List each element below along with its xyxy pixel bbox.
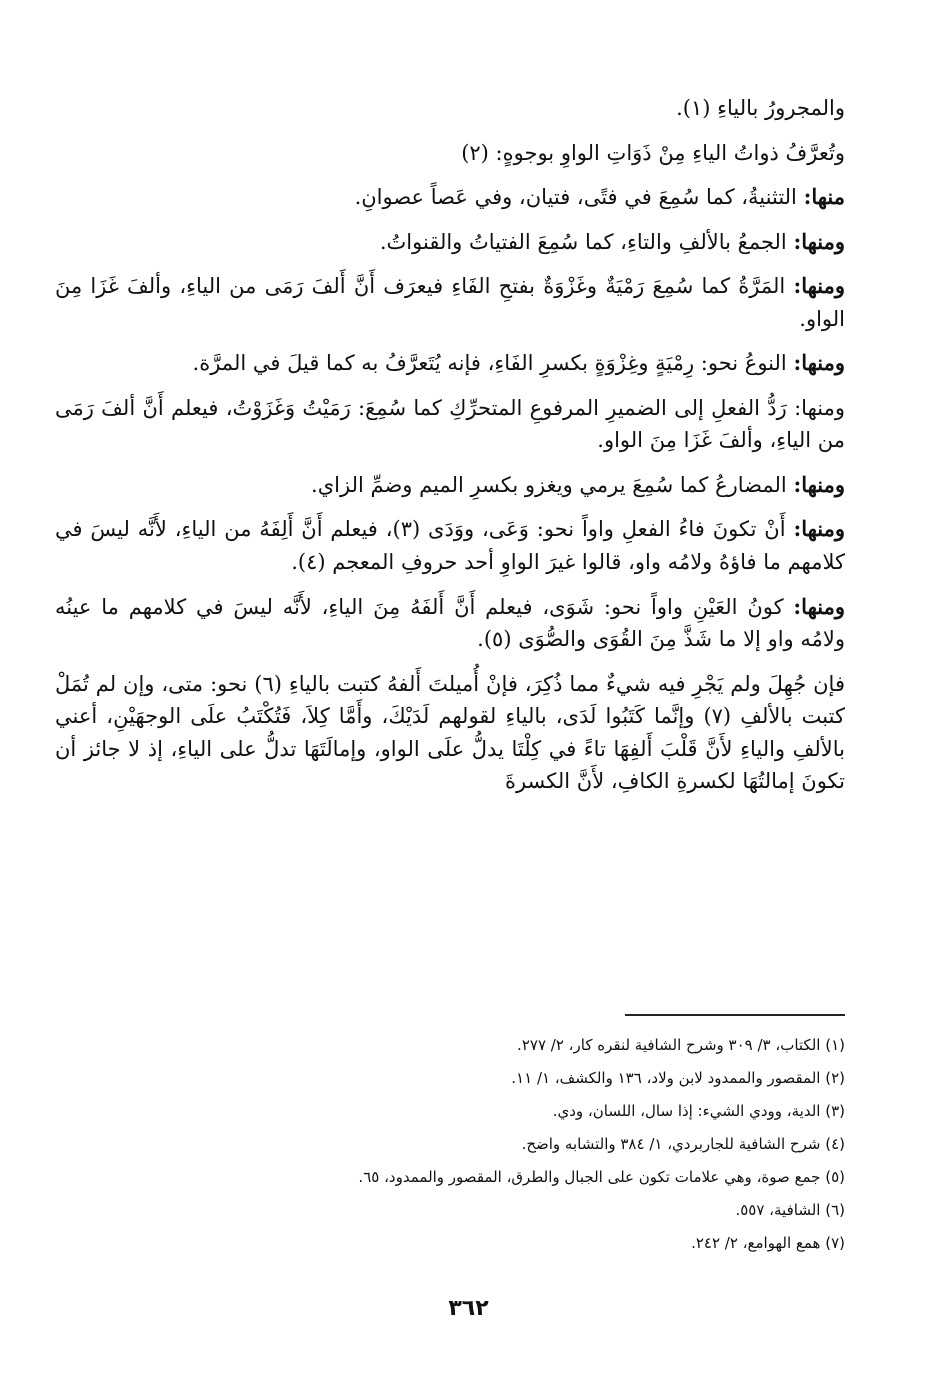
paragraph-6-label: ومنها: <box>793 350 845 376</box>
paragraph-1: والمجرورُ بالياءِ (١). <box>676 96 845 120</box>
paragraph-4 <box>55 226 845 259</box>
paragraph-10 <box>55 591 845 656</box>
paragraph-10-text: كونُ العَيْنِ واواً نحو: شَوَى، فيعلم أَنَّ أَلفَهُ مِنَ الياءِ، لأَنَّه ليسَ في كلامهم ما عينُه ولامُه واو إلا ما شَذَّ مِنَ القُوَى والصُّوَى (٥). <box>55 594 845 652</box>
paragraph-9 <box>55 513 845 578</box>
paragraph-8-label: ومنها: <box>793 471 845 497</box>
paragraph-6-text: النوعُ نحو: رِمْيَةٍ وغِزْوَةٍ بكسرِ الفَاءِ، فإنه يُتَعرَّفُ به كما قيلَ في المرَّة. <box>192 351 787 376</box>
paragraph-3-label: منها: <box>803 184 845 210</box>
footnote-3: (٣) الدية، وودي الشيء: إذا سال، اللسان، ودي. <box>552 1102 845 1120</box>
paragraph-7 <box>55 392 845 457</box>
footnote-divider <box>625 1014 845 1016</box>
paragraph-8 <box>55 469 845 502</box>
paragraph-9-label: ومنها: <box>793 516 845 542</box>
footnote-5: (٥) جمع صوة، وهي علامات تكون على الجبال والطرق، المقصور والممدود، ٦٥. <box>358 1168 845 1186</box>
paragraph-10-label: ومنها: <box>793 593 845 619</box>
footnotes <box>95 1032 845 1263</box>
paragraph-11: فإن جُهِلَ ولم يَجْرِ فيه شيءٌ مما ذُكِرَ، فإنْ أُميلتَ أَلفهُ كتبت بالياءِ (٦) نحو: متى، وإن لم تُمَلْ كتبت بالألفِ (٧) وإنَّما كَتَبُوا لَدَى، بالياءِ لقولهم لَدَيْكَ، وأَمَّا كِلاَ، فَتُكْتَبُ علَى الوجهَيْنِ، أعني بالألفِ والياءِ لأَنَّ قَلْبَ أَلفِهَا تاءً في كِلْتَا يدلُّ علَى الواو، وإمالَتَهَا تدلُّ على الياءِ، إذ لا جائز أن تكونَ إمالتُهَا لكسرةِ الكافِ، لأَنَّ الكسرةَ <box>55 671 845 794</box>
paragraph-7-text: رَدُّ الفعلِ إلى الضميرِ المرفوعِ المتحرِّكِ كما سُمِعَ: رَمَيْتُ وَغَزَوْتُ، فيعلم أَنَّ ألفَ رَمَى من الياءِ، وألفَ غَزَا مِنَ الواو. <box>55 395 845 453</box>
paragraph-5-text: المَرَّةُ كما سُمِعَ رَمْيَةٌ وغَزْوَةٌ بفتحِ الفَاءِ فيعرَف أَنَّ أَلفَ رَمَى من الياءِ، وألفَ غَزَا مِنَ الواو. <box>55 274 845 331</box>
paragraph-2: وتُعرَّفُ ذواتُ الياءِ مِنْ ذَوَاتِ الواوِ بوجوهٍ: (٢) <box>461 140 845 165</box>
footnote-7: (٧) همع الهوامع، ٢/ ٢٤٢. <box>691 1234 845 1252</box>
paragraph-5 <box>55 270 845 335</box>
paragraph-5-label: ومنها: <box>793 273 845 299</box>
footnote-4: (٤) شرح الشافية للجاربردي، ١/ ٣٨٤ والتشابه واضح. <box>521 1135 845 1153</box>
paragraph-3-text: التثنيةُ، كما سُمِعَ في فتًى، فتيان، وفي عَصاً عصوانِ. <box>354 185 797 210</box>
paragraph-4-label: ومنها: <box>793 228 845 254</box>
footnote-6: (٦) الشافية، ٥٥٧. <box>735 1201 845 1219</box>
paragraph-9-text: أَنْ تكونَ فاءُ الفعلِ واواً نحو: وَعَى، ووَدَى (٣)، فيعلم أَنَّ أَلِفَهُ من الياءِ، لأَنَّه ليسَ في كلامهم ما فاؤهُ ولامُه واو، قالوا غيرَ الواوِ أحد حروفِ المعجم (٤). <box>55 517 845 575</box>
paragraph-8-text: المضارعُ كما سُمِعَ يرمي ويغزو بكسرِ الميم وضمِّ الزاي. <box>311 472 787 497</box>
paragraph-3 <box>55 181 845 214</box>
paragraph-6 <box>55 347 845 380</box>
paragraph-7-label: ومنها: <box>794 395 845 420</box>
main-text <box>55 92 845 810</box>
footnote-2: (٢) المقصور والممدود لابن ولاد، ١٣٦ والكشف، ١/ ١١. <box>511 1069 845 1087</box>
footnote-1: (١) الكتاب، ٣/ ٣٠٩ وشرح الشافية لنقره كار، ٢/ ٢٧٧. <box>517 1036 845 1054</box>
page-number: ٣٦٢ <box>448 1296 489 1321</box>
paragraph-4-text: الجمعُ بالألفِ والتاءِ، كما سُمِعَ الفتياتُ والقنواتُ. <box>379 229 787 254</box>
